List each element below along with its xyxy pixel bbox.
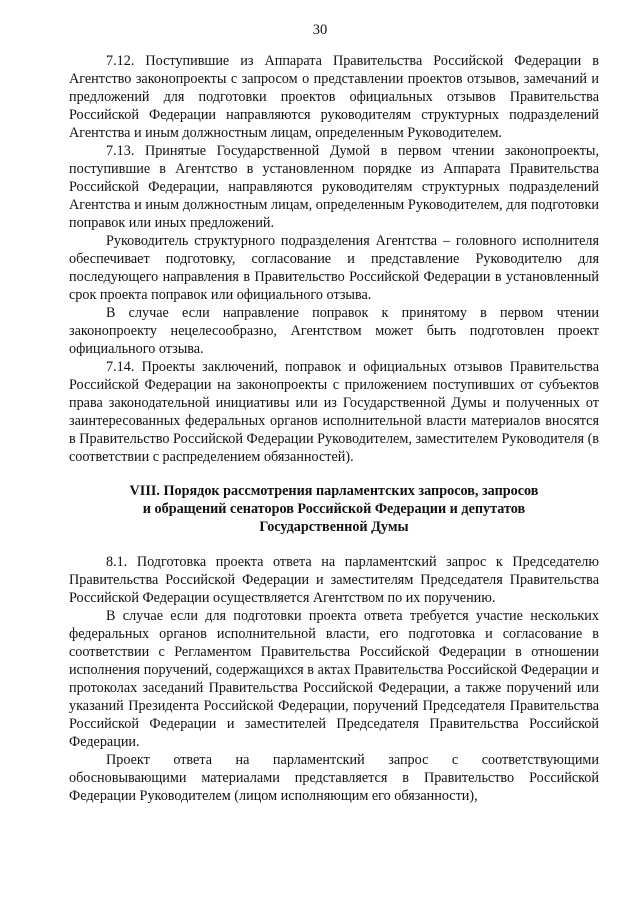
paragraph-8-1-several-bodies: В случае если для подготовки проекта ответа требуется участие нескольких федеральных органов исполнительной власти, его подготовка и согласование в соответствии с Регламентом Правительства Российской Федерации в отношении исполнения поручений, содержащихся в актах Правительства Российской Федерации и протоколах заседаний Правительства Российской Федерации, а также поручений или указаний Президента Российской Федерации, поручений Председателя Правительства Российской Федерации и заместителей Председателя Правительства Российской Федерации. [69,608,599,750]
section-heading-line: VIII. Порядок рассмотрения парламентских запросов, запросов [129,483,539,499]
paragraph-7-13-head-executor: Руководитель структурного подразделения Агентства – головного исполнителя обеспечивает подготовку, согласование и представление Руководителю для последующего направления в Правительство Российской Федерации в установленный срок проекта поправок или официального отзыва. [69,233,599,303]
paragraph-7-13-official-review: В случае если направление поправок к принятому в первом чтении законопроекту нецелесообразно, Агентством может быть подготовлен проект официального отзыва. [69,305,599,357]
page-body [69,52,599,805]
section-heading-line: и обращений сенаторов Российской Федерации и депутатов [142,501,526,517]
section-heading-line: Государственной Думы [259,519,409,535]
paragraph-7-13: 7.13. Принятые Государственной Думой в первом чтении законопроекты, поступившие в Агентство в установленном порядке из Аппарата Правительства Российской Федерации, направляются руководителям структурных подразделений Агентства и иным должностным лицам, определенным Руководителем, для подготовки поправок или иных предложений. [69,143,599,231]
paragraph-8-1-draft-answer: Проект ответа на парламентский запрос с соответствующими обосновывающими материалами представляется в Правительство Российской Федерации Руководителем (лицом исполняющим его обязанности), [69,752,599,804]
section-heading-viii [69,482,599,536]
paragraph-8-1: 8.1. Подготовка проекта ответа на парламентский запрос к Председателю Правительства Российской Федерации и заместителям Председателя Правительства Российской Федерации осуществляется Агентством по их поручению. [69,554,599,606]
paragraph-7-14: 7.14. Проекты заключений, поправок и официальных отзывов Правительства Российской Федерации на законопроекты с приложением поступивших от субъектов права законодательной инициативы или из Государственной Думы и полученных от заинтересованных федеральных органов исполнительной власти материалов вносятся в Правительство Российской Федерации Руководителем, заместителем Руководителя (в соответствии с распределением обязанностей). [69,359,599,465]
spacer [69,536,599,553]
page-number: 30 [312,22,328,38]
paragraph-7-12: 7.12. Поступившие из Аппарата Правительства Российской Федерации в Агентство законопроекты с запросом о представлении проектов отзывов, замечаний и предложений для подготовки проектов официальных отзывов Правительства Российской Федерации направляются руководителям структурных подразделений Агентства и иным должностным лицам, определенным Руководителем. [69,53,599,141]
spacer [69,466,599,482]
